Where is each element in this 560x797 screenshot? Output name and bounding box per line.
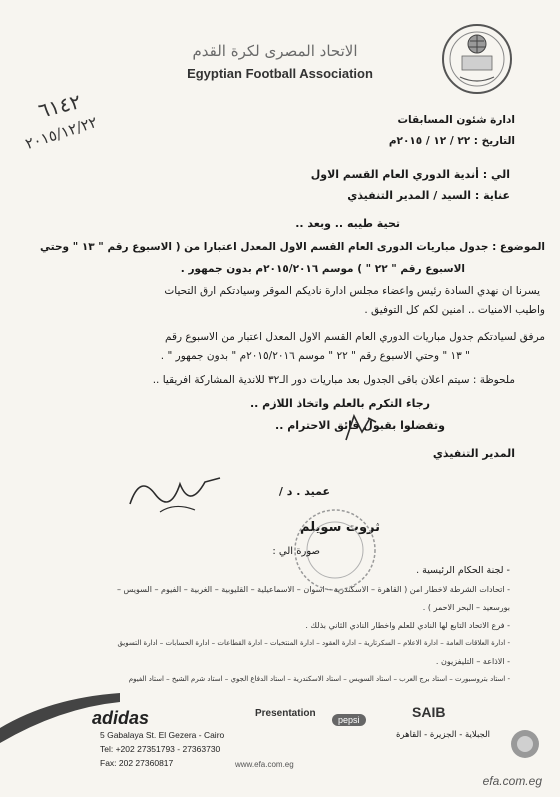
- footer-phone: Tel: +202 27351793 - 27363730: [100, 744, 221, 754]
- copies-item: - الاذاعة – التليفزيون .: [435, 657, 510, 666]
- note: ملحوظة : سيتم اعلان باقى الجدول بعد مباريات دور الـ٣٢ للاندية المشاركة افريقيا ..: [152, 374, 515, 386]
- body-paragraph-2-line-1: مرفق لسيادتكم جدول مباريات الدوري العام القسم الاول المعدل اعتبار من الاسبوع رقم: [164, 331, 545, 343]
- efa-logo-icon: [440, 22, 514, 96]
- handwritten-reference: [20, 90, 120, 160]
- signatory-title: المدير التنفيذي: [432, 447, 515, 460]
- org-name-english: Egyptian Football Association: [187, 66, 373, 81]
- date-line: التاريخ : ٢٢ / ١٢ / ٢٠١٥م: [388, 135, 515, 147]
- letterhead-footer: [0, 688, 560, 797]
- copies-item: - اتحادات الشرطة لاخطار امن ( القاهرة – الاسكندرية – اسوان – الاسماعيلية – القليوبية – الغربية – الفيوم – السويس –: [117, 585, 510, 594]
- signature-icon: [120, 464, 230, 524]
- signatory-name: ثروت سويلم: [300, 520, 380, 535]
- subject-line-2: الاسبوع رقم " ٢٢ " ) موسم ٢٠١٥/٢٠١٦م بدون جمهور .: [180, 263, 465, 275]
- initials-mark-icon: [340, 410, 380, 450]
- footer-arabic-address: الجبلاية - الجزيرة - القاهرة: [395, 730, 490, 740]
- sponsor-adidas: adidas: [92, 708, 150, 728]
- copies-item: - لجنة الحكام الرئيسية .: [416, 565, 510, 576]
- copies-item: - فرع الاتحاد التابع لها النادي للعلم واخطار النادي الثاني بذلك .: [305, 621, 510, 630]
- footer-fax: Fax: 202 27360817: [100, 758, 174, 768]
- copies-item: - ادارة العلاقات العامة – ادارة الاعلام – السكرتارية – ادارة العقود – ادارة المنتخبات – ادارة القطاعات – ادارة الحسابات – ادارة التسويق: [117, 639, 510, 647]
- sponsor-presentation: Presentation: [255, 708, 316, 719]
- watermark-website: efa.com.eg: [482, 774, 542, 788]
- closing-line-2: وتفضلوا بقبول فائق الاحترام ..: [275, 419, 445, 432]
- subject-line-1: الموضوع : جدول مباريات الدورى العام القسم الاول المعدل اعتبارا من ( الاسبوع رقم " ١٣ " وحتي: [40, 241, 545, 253]
- copies-heading: صورة الي :: [272, 546, 320, 557]
- footer-address: 5 Gabalaya St. El Gezera - Cairo: [100, 730, 225, 740]
- closing-line-1: رجاء التكرم بالعلم واتخاذ اللازم ..: [249, 397, 430, 410]
- footer-website-small: www.efa.com.eg: [235, 760, 294, 769]
- greeting: تحية طيبه .. وبعد ..: [295, 217, 400, 230]
- body-paragraph-2-line-2: " ١٣ " وحتي الاسبوع رقم " ٢٢ " موسم ٢٠١٥/٢٠١٦م " بدون جمهور " .: [160, 350, 470, 362]
- copies-item: بورسعيد – البحر الاحمر ) .: [422, 603, 510, 612]
- sponsor-pepsi: pepsi: [332, 714, 366, 726]
- body-paragraph-1-line-1: يسرنا ان نهدي السادة رئيس واعضاء مجلس ادارة ناديكم الموقر وسيادتكم ارق التحيات: [164, 285, 540, 297]
- footer-efa-emblem-icon: [505, 728, 545, 760]
- sponsor-saib: SAIB: [412, 704, 446, 720]
- department: ادارة شئون المسابقات: [397, 114, 515, 126]
- handwritten-number: ٦١٤٢: [35, 89, 84, 123]
- body-paragraph-1-line-2: واطيب الامنيات .. امنين لكم كل التوفيق .: [364, 304, 545, 316]
- to-line: الي : أندية الدوري العام القسم الاول: [310, 168, 510, 181]
- org-name-arabic: الاتحاد المصرى لكرة القدم: [192, 42, 358, 60]
- signatory-rank: عميد . د /: [278, 485, 330, 498]
- handwritten-date: ٢٠١٥/١٢/٢٢: [23, 112, 100, 154]
- attention-line: عناية : السيد / المدير التنفيذي: [347, 189, 510, 202]
- copies-item: - استاد بتروسبورت – استاد برج العرب – استاد السويس – استاد الاسكندرية – استاد الدفاع الجوي – استاد شرم الشيخ – استاد الفيوم: [128, 675, 510, 683]
